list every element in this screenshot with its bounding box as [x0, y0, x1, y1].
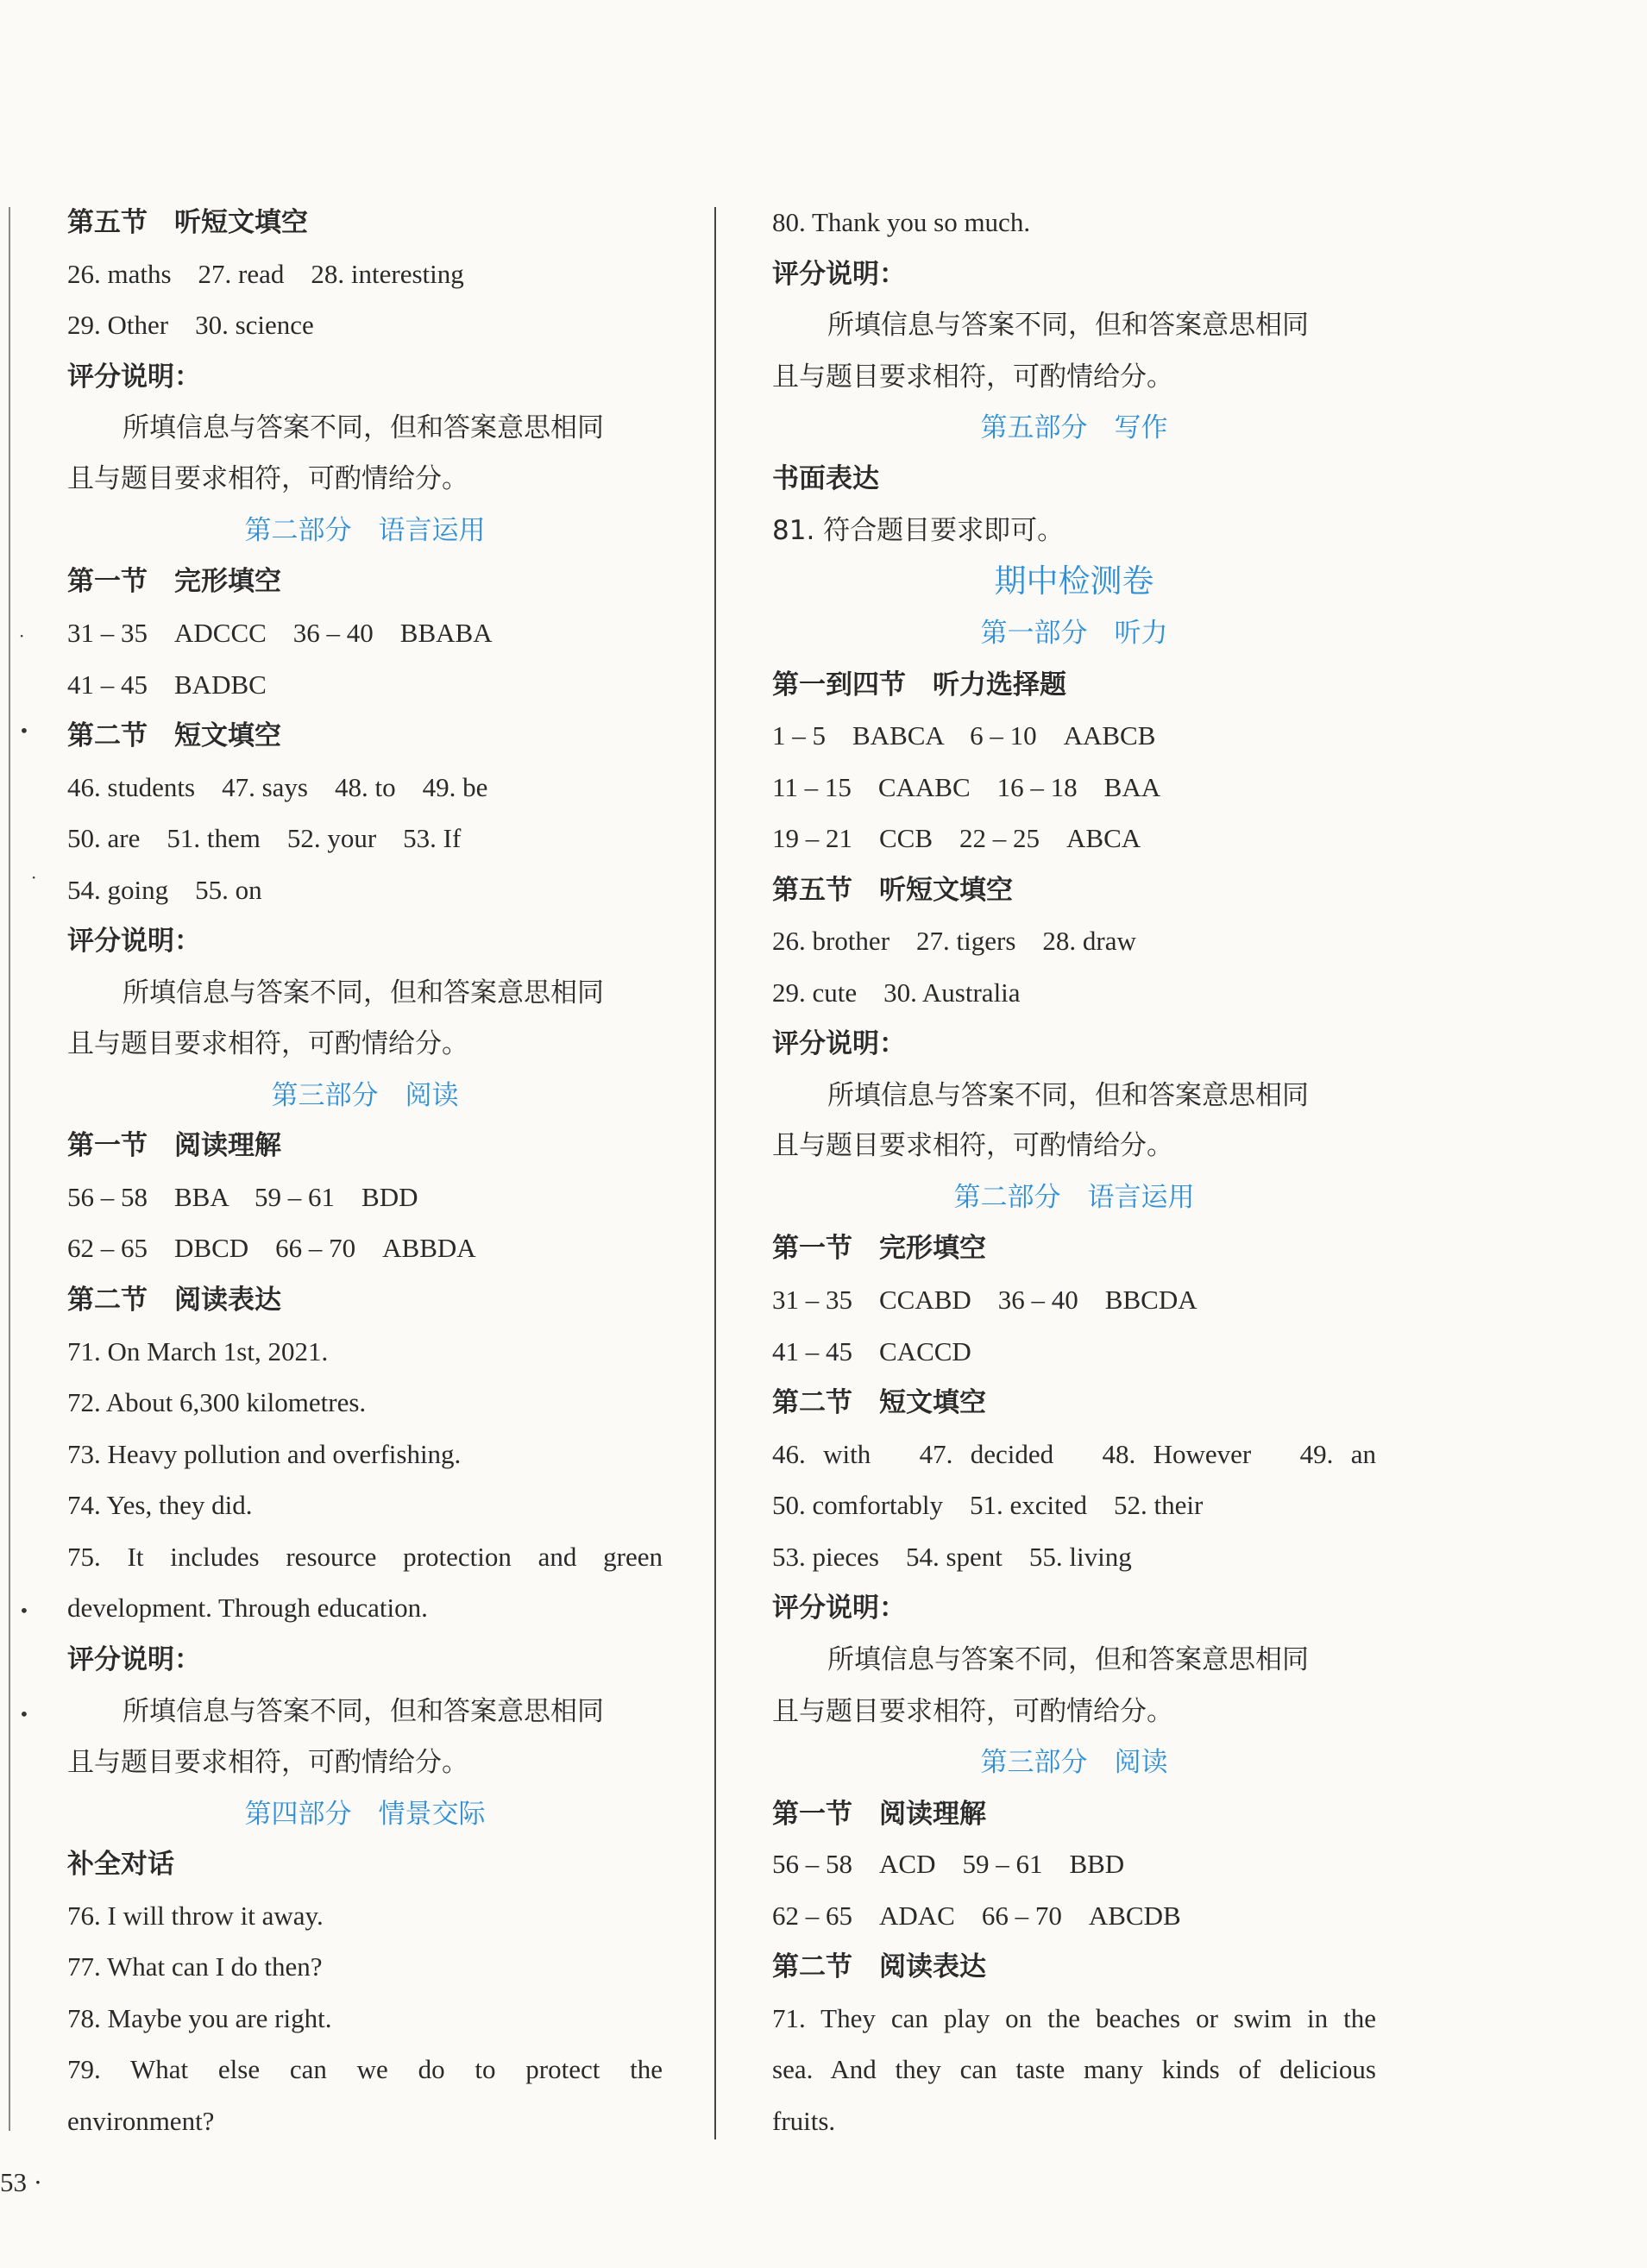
- scoring-note-heading: 评分说明：: [67, 361, 201, 393]
- answer-line: 46. with 47. decided 48. However 49. an: [772, 1439, 1376, 1469]
- answer-line: 41 – 45 BADBC: [67, 669, 267, 700]
- answer-line: development. Through education.: [67, 1593, 428, 1623]
- answer-line: 50. comfortably 51. excited 52. their: [772, 1490, 1204, 1520]
- answer-line: 29. Other 30. science: [67, 310, 314, 340]
- scoring-note-text: 所填信息与答案不同，但和答案意思相同: [827, 1080, 1309, 1111]
- answer-line: sea. And they can taste many kinds of delicious: [772, 2054, 1376, 2084]
- section-heading: 第一节 完形填空: [67, 566, 281, 597]
- answer-line: 29. cute 30. Australia: [772, 977, 1021, 1008]
- margin-mark: •: [19, 1704, 29, 1725]
- section-heading: 第一到四节 听力选择题: [772, 669, 1066, 701]
- scoring-note-text: 且与题目要求相符，可酌情给分。: [67, 463, 468, 494]
- margin-mark: ·: [19, 625, 25, 646]
- answer-line: 19 – 21 CCB 22 – 25 ABCA: [772, 823, 1141, 853]
- scoring-note-text: 所填信息与答案不同，但和答案意思相同: [827, 310, 1309, 341]
- section-heading: 第一节 完形填空: [772, 1233, 986, 1264]
- scoring-note-text: 所填信息与答案不同，但和答案意思相同: [123, 1696, 604, 1727]
- answer-line: 78. Maybe you are right.: [67, 2003, 332, 2033]
- section-heading: 第五节 听短文填空: [67, 207, 308, 238]
- answer-line: 81. 符合题目要求即可。: [772, 515, 1065, 546]
- part-title: 第三部分 阅读: [980, 1747, 1168, 1778]
- answer-line: fruits.: [772, 2106, 836, 2136]
- answer-line: 77. What can I do then?: [67, 1951, 323, 1982]
- scoring-note-text: 且与题目要求相符，可酌情给分。: [772, 361, 1173, 393]
- page-number: 53 ·: [0, 2167, 43, 2197]
- scoring-note-heading: 评分说明：: [772, 1028, 906, 1059]
- section-heading: 第一节 阅读理解: [772, 1799, 986, 1830]
- part-title: 第二部分 语言运用: [244, 515, 486, 546]
- section-heading: 第一节 阅读理解: [67, 1130, 281, 1161]
- part-title: 第五部分 写作: [980, 412, 1168, 443]
- section-heading: 书面表达: [772, 463, 879, 494]
- answer-line: environment?: [67, 2106, 215, 2136]
- scoring-note-heading: 评分说明：: [772, 259, 906, 290]
- scoring-note-text: 所填信息与答案不同，但和答案意思相同: [827, 1644, 1309, 1675]
- answer-line: 62 – 65 ADAC 66 – 70 ABCDB: [772, 1900, 1181, 1931]
- answer-line: 53. pieces 54. spent 55. living: [772, 1542, 1132, 1572]
- scoring-note-text: 所填信息与答案不同，但和答案意思相同: [123, 412, 604, 443]
- answer-line: 46. students 47. says 48. to 49. be: [67, 772, 488, 802]
- answer-line: 56 – 58 ACD 59 – 61 BBD: [772, 1849, 1125, 1879]
- answer-line: 26. maths 27. read 28. interesting: [67, 259, 464, 289]
- section-heading: 第二节 短文填空: [67, 720, 281, 751]
- answer-line: 54. going 55. on: [67, 875, 262, 905]
- answer-line: 79. What else can we do to protect the: [67, 2054, 663, 2084]
- margin-mark: •: [19, 1600, 29, 1621]
- section-heading: 第五节 听短文填空: [772, 875, 1013, 906]
- answer-line: 72. About 6,300 kilometres.: [67, 1387, 367, 1417]
- answer-line: 50. are 51. them 52. your 53. If: [67, 823, 462, 853]
- scoring-note-heading: 评分说明：: [67, 1644, 201, 1675]
- answer-line: 31 – 35 ADCCC 36 – 40 BBABA: [67, 618, 493, 648]
- column-divider: [714, 207, 716, 2139]
- scoring-note-heading: 评分说明：: [67, 926, 201, 957]
- scoring-note-text: 且与题目要求相符，可酌情给分。: [67, 1747, 468, 1778]
- scoring-note-text: 且与题目要求相符，可酌情给分。: [772, 1696, 1173, 1727]
- answer-line: 11 – 15 CAABC 16 – 18 BAA: [772, 772, 1161, 802]
- part-title: 第四部分 情景交际: [244, 1799, 486, 1830]
- answer-line: 74. Yes, they did.: [67, 1490, 253, 1520]
- scoring-note-heading: 评分说明：: [772, 1593, 906, 1624]
- section-heading: 第二节 阅读表达: [67, 1285, 281, 1316]
- exam-title: 期中检测卷: [994, 562, 1154, 600]
- answer-line: 71. On March 1st, 2021.: [67, 1336, 329, 1366]
- answer-line: 80. Thank you so much.: [772, 207, 1031, 237]
- answer-line: 26. brother 27. tigers 28. draw: [772, 926, 1136, 956]
- answer-line: 56 – 58 BBA 59 – 61 BDD: [67, 1182, 418, 1212]
- answer-line: 75. It includes resource protection and green: [67, 1542, 663, 1572]
- section-heading: 第二节 短文填空: [772, 1387, 986, 1418]
- answer-line: 73. Heavy pollution and overfishing.: [67, 1439, 462, 1469]
- answer-line: 62 – 65 DBCD 66 – 70 ABBDA: [67, 1233, 476, 1263]
- margin-mark: •: [19, 720, 29, 741]
- scoring-note-text: 且与题目要求相符，可酌情给分。: [772, 1130, 1173, 1161]
- answer-line: 71. They can play on the beaches or swim in the: [772, 2003, 1376, 2033]
- margin-mark: ·: [31, 867, 37, 888]
- scoring-note-text: 且与题目要求相符，可酌情给分。: [67, 1028, 468, 1059]
- part-title: 第三部分 阅读: [271, 1080, 459, 1111]
- section-heading: 第二节 阅读表达: [772, 1951, 986, 1982]
- answer-line: 76. I will throw it away.: [67, 1900, 324, 1931]
- part-title: 第一部分 听力: [980, 618, 1168, 649]
- answer-line: 41 – 45 CACCD: [772, 1336, 971, 1366]
- left-margin-rule: [9, 207, 10, 2131]
- scoring-note-text: 所填信息与答案不同，但和答案意思相同: [123, 977, 604, 1008]
- answer-line: 1 – 5 BABCA 6 – 10 AABCB: [772, 720, 1156, 751]
- answer-line: 31 – 35 CCABD 36 – 40 BBCDA: [772, 1285, 1198, 1315]
- section-heading: 补全对话: [67, 1849, 174, 1880]
- part-title: 第二部分 语言运用: [953, 1182, 1195, 1213]
